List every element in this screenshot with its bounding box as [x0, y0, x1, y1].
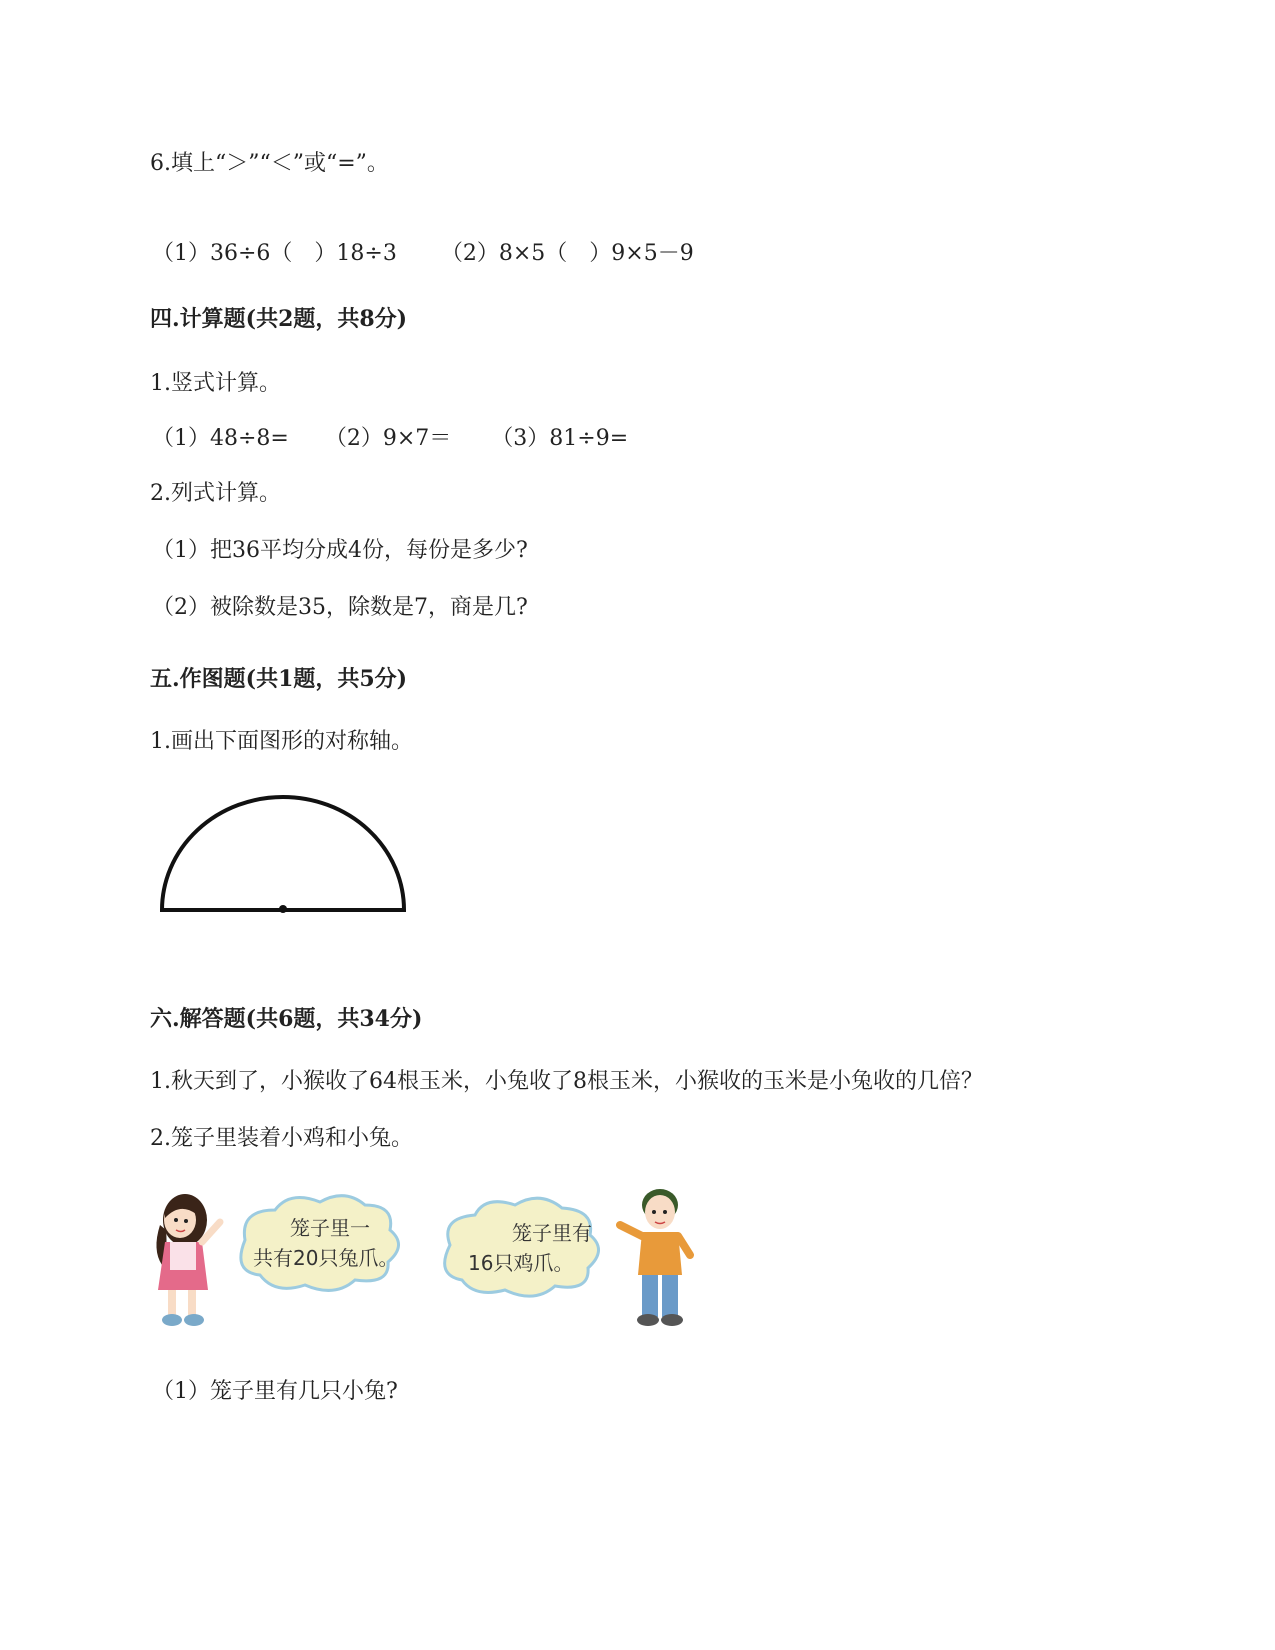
s4-q2-item-2: （2）被除数是35，除数是7，商是几? [152, 595, 528, 620]
s4-q1-item-3: （3）81÷9= [491, 426, 629, 451]
s6-q1-title: 1.秋天到了，小猴收了64根玉米，小兔收了8根玉米，小猴收的玉米是小兔收的几倍？ [150, 1069, 983, 1094]
s4-q1-items [152, 425, 628, 453]
girl-figure [156, 1194, 220, 1326]
girl-bubble-line-2: 共有20只兔爪。 [253, 1246, 399, 1270]
girl-speech-cloud [241, 1196, 399, 1291]
semicircle-shape [162, 797, 404, 910]
s4-q1-item-2: （2）9×7＝ [324, 426, 452, 451]
q6-item-2: （2）8×5（ ）9×5－9 [440, 241, 694, 266]
s4-q2-item-1: （1）把36平均分成4份，每份是多少? [152, 538, 528, 563]
section5-heading: 五.作图题(共1题，共5分) [150, 666, 408, 692]
s4-q2-title: 2.列式计算。 [150, 481, 281, 506]
boy-bubble-line-2: 16只鸡爪。 [468, 1251, 574, 1275]
q6-item-1: （1）36÷6（ ）18÷3 [152, 241, 397, 266]
s4-q1-item-1: （1）48÷8= [152, 426, 289, 451]
s6-q2-title: 2.笼子里装着小鸡和小兔。 [150, 1126, 413, 1151]
center-dot [279, 905, 287, 913]
q6-items [152, 240, 694, 268]
boy-bubble-line-1: 笼子里有 [512, 1221, 592, 1245]
semicircle-figure [150, 790, 410, 920]
s5-q1-title: 1.画出下面图形的对称轴。 [150, 729, 413, 754]
section4-heading: 四.计算题(共2题，共8分) [150, 306, 408, 332]
boy-figure [620, 1189, 690, 1326]
girl-bubble-line-1: 笼子里一 [290, 1216, 370, 1240]
s6-q2-sub1: （1）笼子里有几只小兔? [152, 1379, 398, 1404]
q6-title: 6.填上“＞”“＜”或“=”。 [150, 151, 389, 176]
section6-heading: 六.解答题(共6题，共34分) [150, 1006, 423, 1032]
boy-speech-cloud [445, 1198, 599, 1296]
cage-illustration [150, 1180, 720, 1335]
s4-q1-title: 1.竖式计算。 [150, 371, 281, 396]
